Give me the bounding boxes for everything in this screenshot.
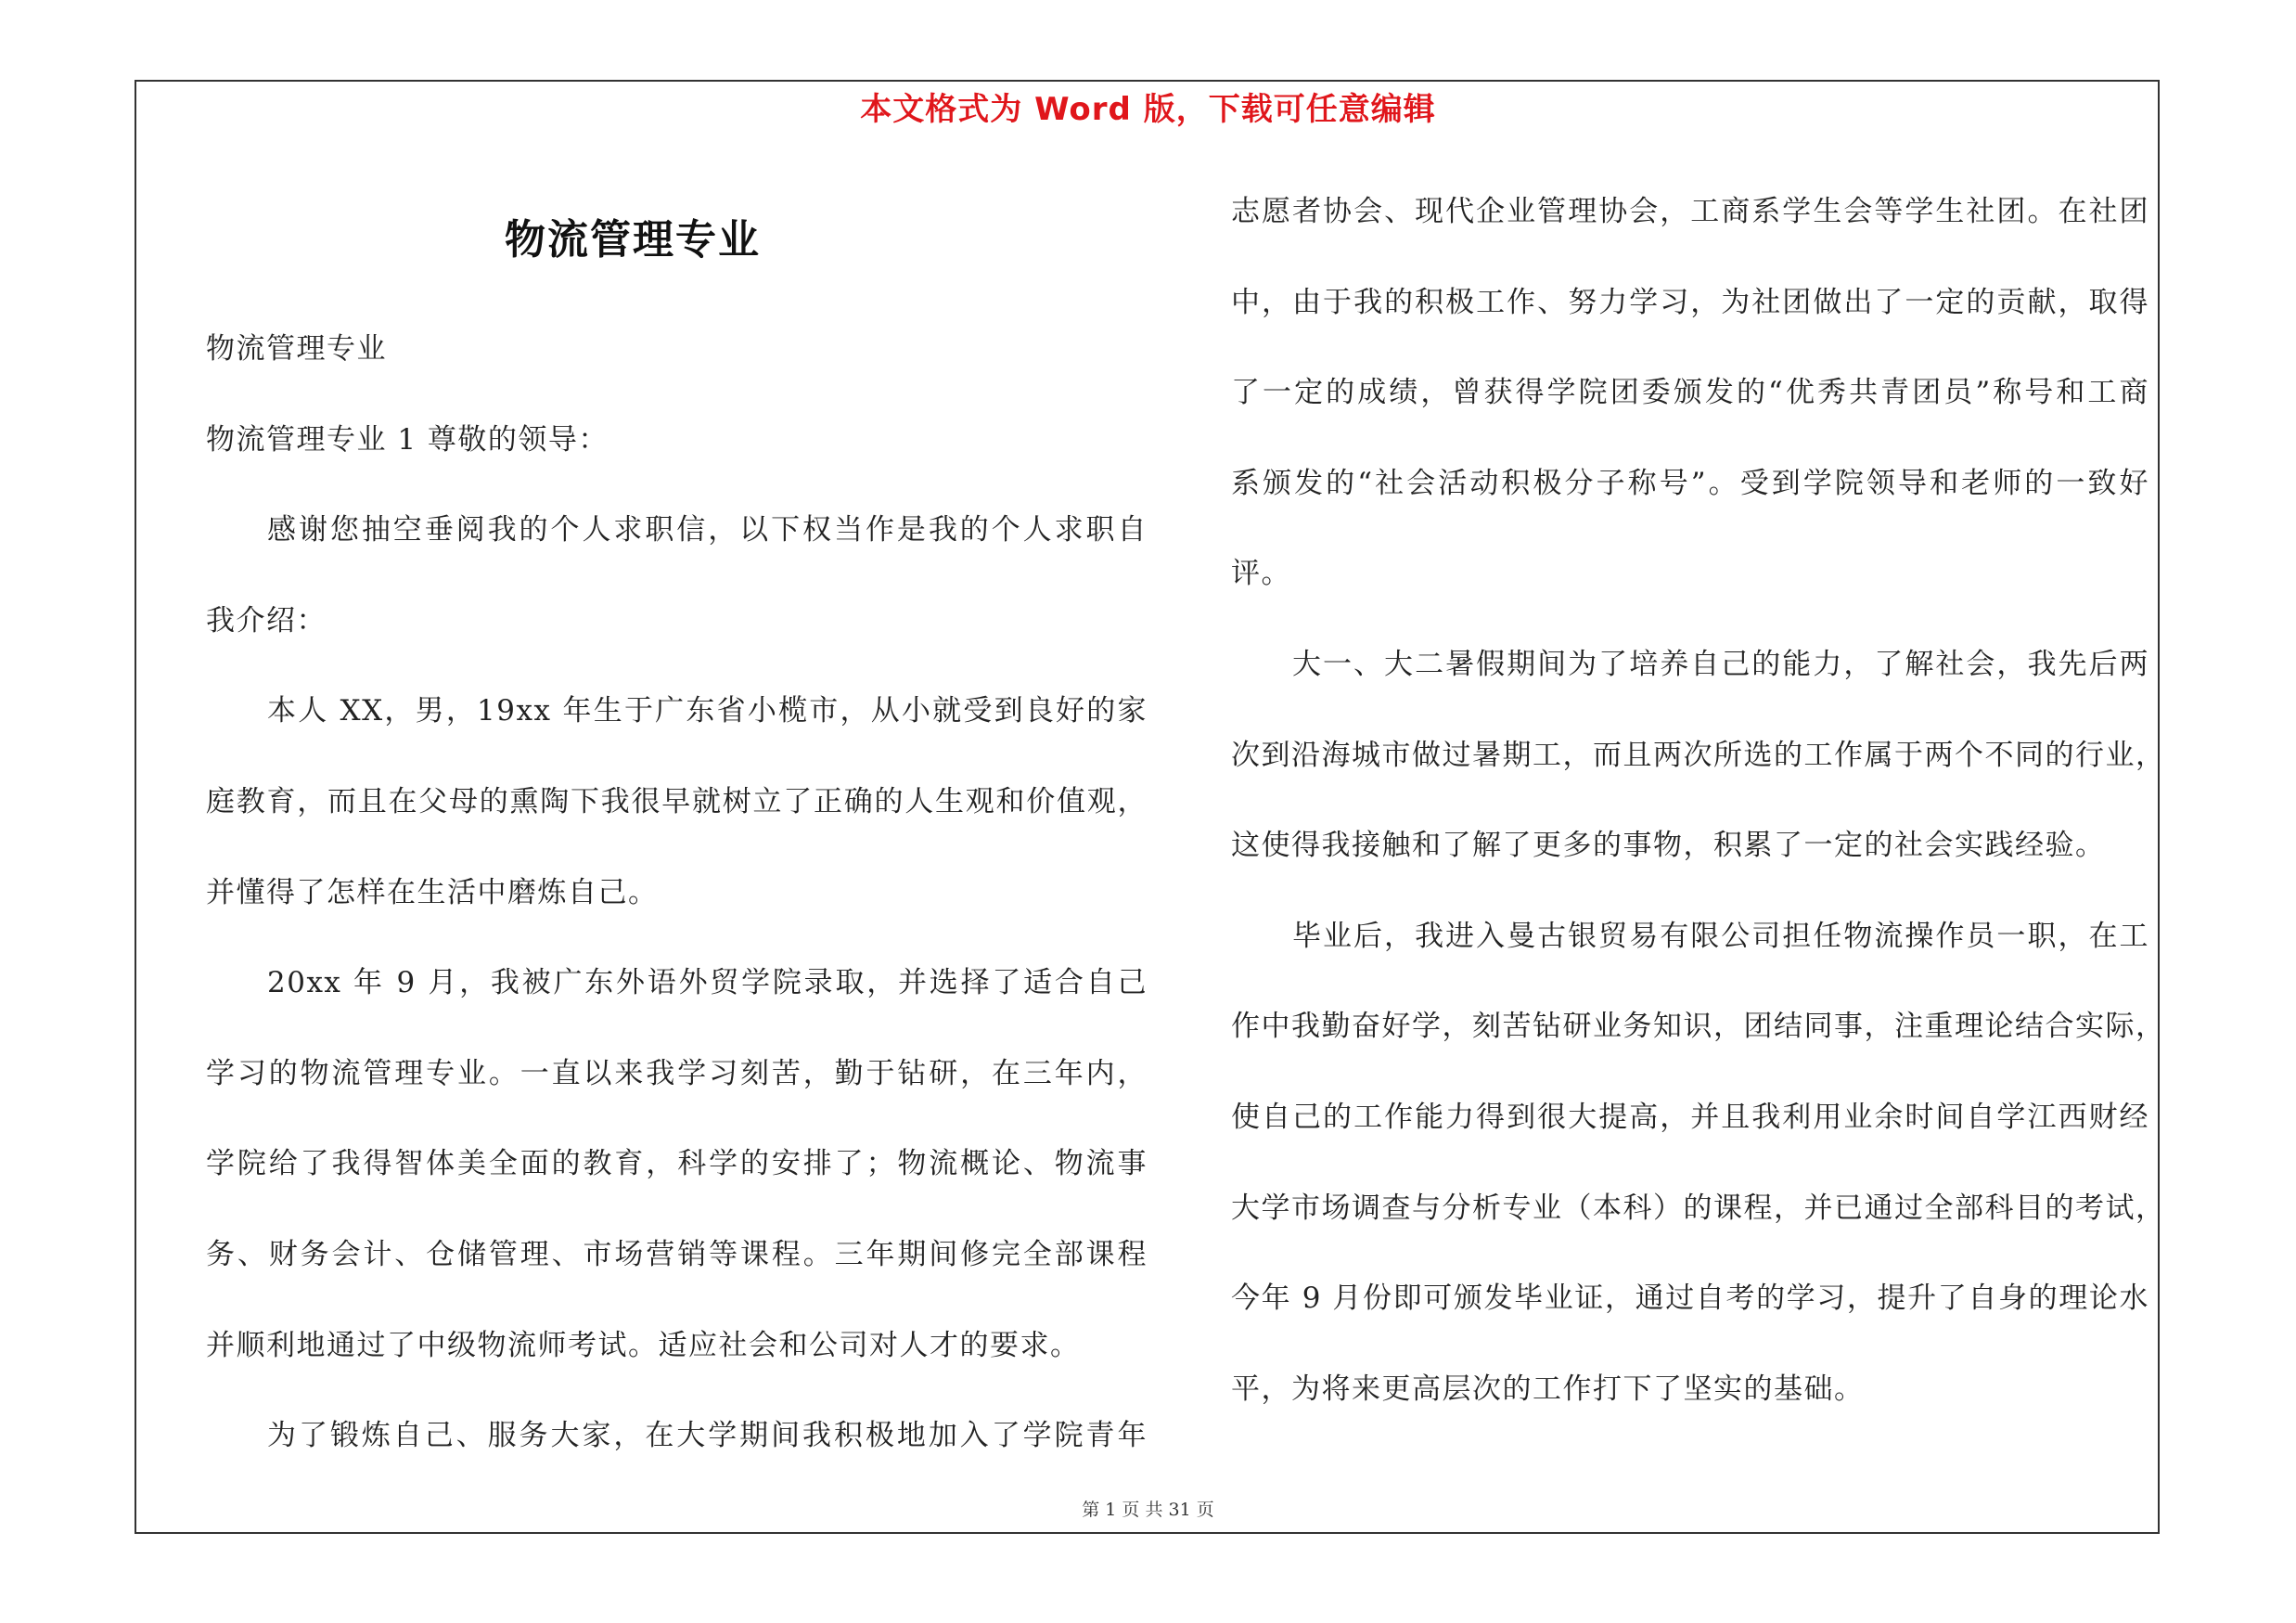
body-text-line: 本人 XX，男，19xx 年生于广东省小榄市，从小就受到良好的家 <box>267 694 1148 728</box>
page-footer: 第 1 页 共 31 页 <box>1082 1500 1214 1520</box>
body-text-line: 次到沿海城市做过暑期工，而且两次所选的工作属于两个不同的行业， <box>1231 738 2166 772</box>
document-title: 物流管理专业 <box>505 216 761 264</box>
body-text-line: 志愿者协会、现代企业管理协会，工商系学生会等学生社团。在社团 <box>1231 195 2149 228</box>
body-text-line: 了一定的成绩，曾获得学院团委颁发的“优秀共青团员”称号和工商 <box>1231 376 2149 410</box>
body-text-line: 系颁发的“社会活动积极分子称号”。受到学院领导和老师的一致好 <box>1231 466 2149 500</box>
body-text-line: 为了锻炼自己、服务大家，在大学期间我积极地加入了学院青年 <box>267 1419 1148 1453</box>
body-text-line: 这使得我接触和了解了更多的事物，积累了一定的社会实践经验。 <box>1231 829 2106 863</box>
body-text-line: 务、财务会计、仓储管理、市场营销等课程。三年期间修完全部课程 <box>206 1238 1148 1271</box>
body-text-line: 大一、大二暑假期间为了培养自己的能力，了解社会，我先后两 <box>1292 648 2149 681</box>
body-text-line: 物流管理专业 <box>206 332 387 366</box>
word-format-banner: 本文格式为 Word 版，下载可任意编辑 <box>860 91 1436 128</box>
body-text-line: 并懂得了怎样在生活中磨炼自己。 <box>206 875 659 909</box>
body-text-line: 感谢您抽空垂阅我的个人求职信，以下权当作是我的个人求职自 <box>267 513 1148 547</box>
body-text-line: 平，为将来更高层次的工作打下了坚实的基础。 <box>1231 1372 1865 1406</box>
body-text-line: 我介绍： <box>206 603 327 638</box>
body-text-line: 大学市场调查与分析专业（本科）的课程，并已通过全部科目的考试， <box>1231 1191 2166 1225</box>
body-text-line: 作中我勤奋好学，刻苦钻研业务知识，团结同事，注重理论结合实际， <box>1231 1010 2166 1044</box>
body-text-line: 中，由于我的积极工作、努力学习，为社团做出了一定的贡献，取得 <box>1231 285 2149 319</box>
body-text-line: 庭教育，而且在父母的熏陶下我很早就树立了正确的人生观和价值观， <box>206 785 1148 818</box>
body-text-line: 学院给了我得智体美全面的教育，科学的安排了；物流概论、物流事 <box>206 1147 1148 1181</box>
body-text-line: 并顺利地通过了中级物流师考试。适应社会和公司对人才的要求。 <box>206 1328 1081 1362</box>
body-text-line: 使自己的工作能力得到很大提高，并且我利用业余时间自学江西财经 <box>1231 1101 2149 1134</box>
body-text-line: 毕业后，我进入曼古银贸易有限公司担任物流操作员一职，在工 <box>1292 919 2149 953</box>
body-text-line: 评。 <box>1231 557 1291 591</box>
body-text-line: 物流管理专业 1 尊敬的领导： <box>206 422 609 457</box>
body-text-line: 20xx 年 9 月，我被广东外语外贸学院录取，并选择了适合自己 <box>267 966 1148 1000</box>
body-text-line: 今年 9 月份即可颁发毕业证，通过自考的学习，提升了自身的理论水 <box>1231 1282 2149 1316</box>
body-text-line: 学习的物流管理专业。一直以来我学习刻苦，勤于钻研，在三年内， <box>206 1056 1148 1090</box>
